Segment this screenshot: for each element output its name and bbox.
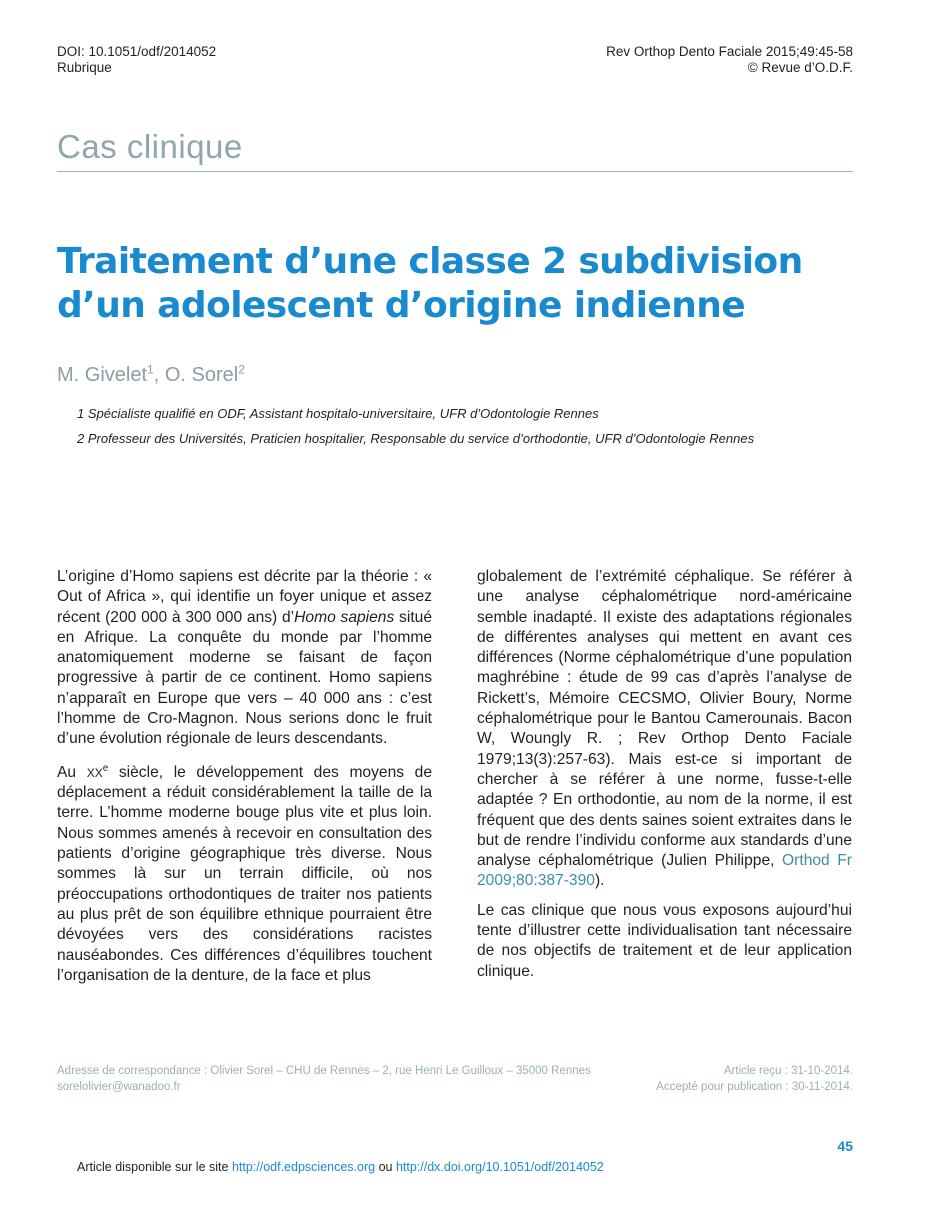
header-right [606,44,853,76]
paragraph: Le cas clinique que nous vous exposons aujourd’hui tente d’illustrer cette individualisation tant nécessaire de nos objectifs de traitement et de leur application clinique. [477,901,852,980]
italic-term: Homo sapiens [294,608,395,626]
author-2-affil: 2 [238,362,245,377]
paragraph: globalement de l’extrémité céphalique. Se référer à une analyse céphalométrique nord-américaine semble inadapté. Il existe des adaptations régionales de différentes analyses qui mettent en avant ces différences (Norme céphalométrique d’une population maghrébine : étude de 99 cas d’après l’analyse de Rickett’s, Mémoire CECSMO, Olivier Boury, Norme céphalométrique pour le Bantou Camerounais. Bacon W, Woungly R. ; Rev Orthop Dento Faciale 1979;13(3):257-63). Mais est-ce si important de chercher à se référer à une norme, fusse-t-elle adaptée ? En orthodontie, au nom de la norme, il est fréquent que des dents saines soient extraites dans le but de rendre l’individu conforme aux standards d’une analyse céphalométrique (Julien Philippe, Orthod Fr 2009;80:387-390). [477,568,852,890]
authors [57,364,245,387]
author-separator: , [153,364,165,386]
received-date: Article reçu : 31-10-2014. [723,1065,853,1077]
doi-link[interactable]: http://dx.doi.org/10.1051/odf/2014052 [395,1160,604,1174]
site-link[interactable]: http://odf.edpsciences.org [231,1160,376,1174]
correspondence-address: Adresse de correspondance : Olivier Sorel – CHU de Rennes – 2, rue Henri Le Guilloux – 35000 Rennes [57,1065,591,1077]
correspondence-email[interactable]: sorelolivier@wanadoo.fr [57,1081,181,1093]
affiliation-1: 1 Spécialiste qualifié en ODF, Assistant hospitalo-universitaire, UFR d’Odontologie Rennes [77,406,599,421]
citation-link[interactable]: Orthod Fr 2009;80:387-390 [477,852,852,890]
article-title [57,240,857,328]
journal-citation: Rev Orthop Dento Faciale 2015;49:45-58 [606,44,853,59]
doi: DOI: 10.1051/odf/2014052 [57,44,217,59]
accepted-date: Accepté pour publication : 30-11-2014. [656,1081,853,1093]
author-2: O. Sorel [164,364,239,386]
author-1-affil: 1 [147,362,154,377]
header-left [57,44,216,76]
article-dates [656,1063,853,1095]
page-number: 45 [837,1138,853,1154]
body-column-left [57,567,432,995]
century-suffix: e [102,762,109,774]
paragraph: L’origine d’Homo sapiens est décrite par la théorie : « Out of Africa », qui identifie un foyer unique et assez récent (200 000 à 300 000 ans) d’Homo sapiens situé en Afrique. La conquête du monde par l’homme anatomiquement moderne se faisant de façon progressive à partir de ce continent. Homo sapiens n’apparaît en Europe que vers – 40 000 ans : c’est l’homme de Cro-Magnon. Nous serions donc le fruit d’une évolution régionale de leurs descendants. [57,568,432,748]
paragraph: Au XXe siècle, le développement des moyens de déplacement a réduit considérablement la taille de la terre. L’homme moderne bouge plus vite et plus loin. Nous sommes amenés à recevoir en consultation des patients d’origine géographique très diverse. Nous sommes là sur un terrain difficile, où nos préoccupations orthodontiques de traiter nos patients au plus prêt de son équilibre ethnique pourraient être dévoyées vers des considérations racistes nauséabondes. Ces différences d’équilibres touchent l’organisation de la denture, de la face et plus [57,762,432,984]
century-numeral: XX [86,765,103,780]
title-line-2: d’un adolescent d’origine indienne [57,285,746,326]
section-rule [57,171,853,172]
affiliation-2: 2 Professeur des Universités, Praticien hospitalier, Responsable du service d’orthodontie, UFR d’Odontologie Rennes [77,431,755,446]
body-column-right [477,567,852,991]
author-1: M. Givelet [57,364,148,386]
correspondence [57,1063,591,1095]
copyright: © Revue d’O.D.F. [747,60,853,75]
section-heading: Cas clinique [57,128,243,165]
rubrique: Rubrique [57,60,112,75]
title-line-1: Traitement d’une classe 2 subdivision [57,241,803,282]
availability-line: Article disponible sur le site http://odf.edpsciences.org ou http://dx.doi.org/10.1051/odf/2014052 [77,1160,604,1174]
